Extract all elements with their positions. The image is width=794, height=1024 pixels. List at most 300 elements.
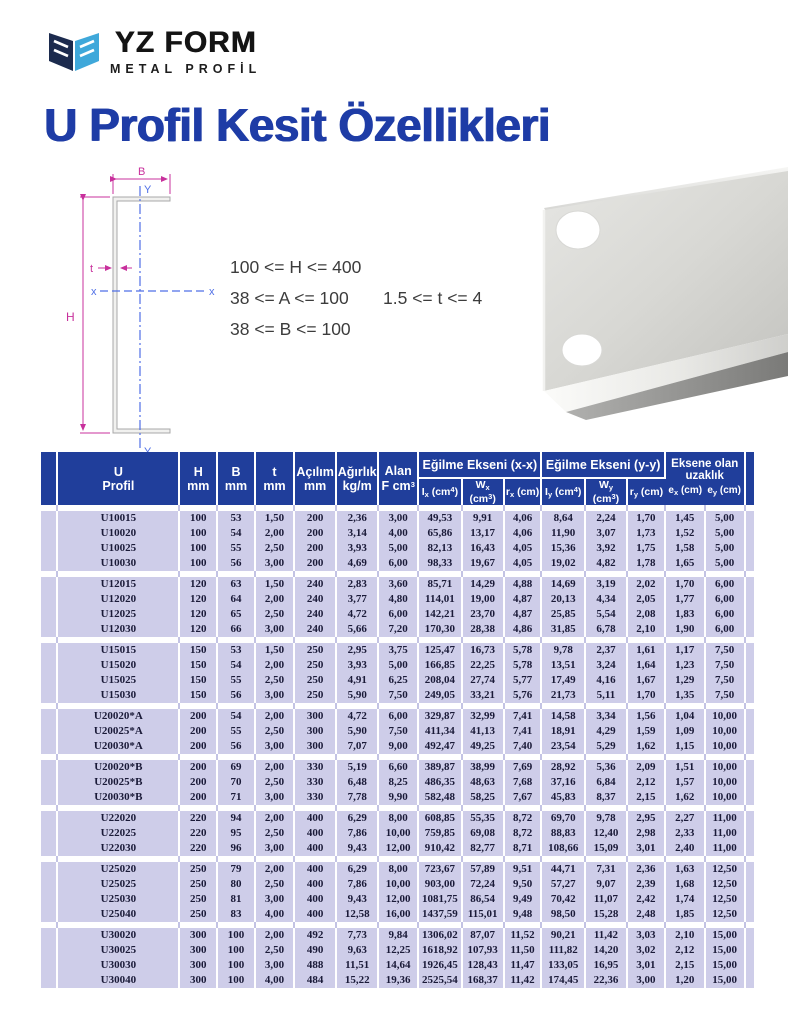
value-cell: 37,16 — [541, 775, 584, 790]
value-cell: 6,00 — [378, 556, 418, 571]
profile-cell: U20030*B — [57, 790, 179, 805]
value-cell: 5,00 — [378, 541, 418, 556]
value-cell: 12,25 — [378, 943, 418, 958]
profile-cell: U10015 — [57, 511, 179, 526]
value-cell: 2,95 — [336, 643, 378, 658]
value-cell: 142,21 — [418, 607, 461, 622]
value-cell: 5,19 — [336, 760, 378, 775]
value-cell: 150 — [179, 658, 217, 673]
value-cell: 2,95 — [627, 811, 665, 826]
table-row — [41, 892, 754, 907]
value-cell: 1,85 — [665, 907, 705, 922]
value-cell: 5,78 — [504, 658, 542, 673]
value-cell: 1,62 — [665, 790, 705, 805]
value-cell: 2,36 — [627, 862, 665, 877]
row-strip-left — [41, 826, 57, 841]
row-strip-right — [745, 673, 754, 688]
row-strip-right — [745, 688, 754, 703]
value-cell: 65,86 — [418, 526, 461, 541]
value-cell: 15,00 — [705, 928, 745, 943]
value-cell: 200 — [294, 556, 336, 571]
value-cell: 6,78 — [585, 622, 627, 637]
value-cell: 330 — [294, 790, 336, 805]
value-cell: 23,54 — [541, 739, 584, 754]
table-row — [41, 877, 754, 892]
value-cell: 1926,45 — [418, 958, 461, 973]
value-cell: 6,84 — [585, 775, 627, 790]
row-strip-left — [41, 811, 57, 826]
row-strip-right — [745, 892, 754, 907]
value-cell: 3,34 — [585, 709, 627, 724]
value-cell: 3,03 — [627, 928, 665, 943]
value-cell: 53 — [217, 643, 255, 658]
value-cell: 1,64 — [627, 658, 665, 673]
row-strip-left — [41, 658, 57, 673]
value-cell: 4,91 — [336, 673, 378, 688]
row-strip-right — [745, 760, 754, 775]
value-cell: 90,21 — [541, 928, 584, 943]
value-cell: 329,87 — [418, 709, 461, 724]
label-h: H — [66, 310, 75, 324]
value-cell: 486,35 — [418, 775, 461, 790]
company-logo — [46, 26, 261, 76]
table-row — [41, 811, 754, 826]
value-cell: 200 — [179, 790, 217, 805]
row-strip-right — [745, 973, 754, 988]
value-cell: 1,50 — [255, 577, 294, 592]
value-cell: 115,01 — [462, 907, 504, 922]
value-cell: 250 — [294, 688, 336, 703]
table-row — [41, 658, 754, 673]
value-cell: 9,50 — [504, 877, 542, 892]
profile-cell: U25020 — [57, 862, 179, 877]
profile-cell: U30025 — [57, 943, 179, 958]
value-cell: 2,00 — [255, 592, 294, 607]
value-cell: 20,13 — [541, 592, 584, 607]
label-y-top: Y — [144, 184, 152, 196]
value-cell: 5,11 — [585, 688, 627, 703]
value-cell: 15,28 — [585, 907, 627, 922]
row-strip-right — [745, 622, 754, 637]
value-cell: 8,00 — [378, 862, 418, 877]
col-header-distance: Eksene olan uzaklık $e_x$ (cm) $e_y$ (cm) — [665, 452, 745, 505]
value-cell: 100 — [217, 928, 255, 943]
profile-cell: U15030 — [57, 688, 179, 703]
value-cell: 7,67 — [504, 790, 542, 805]
value-cell: 220 — [179, 826, 217, 841]
row-strip-left — [41, 973, 57, 988]
col-header-b: B mm — [217, 452, 255, 505]
value-cell: 2,50 — [255, 724, 294, 739]
label-t: t — [90, 263, 94, 275]
col-header-t: t mm — [255, 452, 294, 505]
value-cell: 4,00 — [378, 526, 418, 541]
value-cell: 16,00 — [378, 907, 418, 922]
profile-cell: U12015 — [57, 577, 179, 592]
value-cell: 8,25 — [378, 775, 418, 790]
value-cell: 910,42 — [418, 841, 461, 856]
value-cell: 200 — [179, 775, 217, 790]
value-cell: 8,72 — [504, 811, 542, 826]
value-cell: 81 — [217, 892, 255, 907]
value-cell: 19,02 — [541, 556, 584, 571]
value-cell: 488 — [294, 958, 336, 973]
value-cell: 7,86 — [336, 826, 378, 841]
value-cell: 133,05 — [541, 958, 584, 973]
value-cell: 15,22 — [336, 973, 378, 988]
row-strip-left — [41, 622, 57, 637]
value-cell: 1,58 — [665, 541, 705, 556]
sub-col-header-ix: $I_x$ $(cm^4)$ — [418, 478, 461, 505]
value-cell: 64 — [217, 592, 255, 607]
value-cell: 11,00 — [705, 811, 745, 826]
row-strip-right — [745, 790, 754, 805]
value-cell: 582,48 — [418, 790, 461, 805]
table-row — [41, 592, 754, 607]
row-strip-right — [745, 724, 754, 739]
value-cell: 7,50 — [705, 688, 745, 703]
table-row — [41, 943, 754, 958]
value-cell: 250 — [294, 673, 336, 688]
value-cell: 330 — [294, 760, 336, 775]
value-cell: 15,36 — [541, 541, 584, 556]
value-cell: 3,75 — [378, 643, 418, 658]
profile-cell: U15025 — [57, 673, 179, 688]
value-cell: 1,70 — [627, 688, 665, 703]
value-cell: 54 — [217, 658, 255, 673]
value-cell: 4,86 — [504, 622, 542, 637]
profile-cell: U22025 — [57, 826, 179, 841]
value-cell: 492 — [294, 928, 336, 943]
value-cell: 4,34 — [585, 592, 627, 607]
value-cell: 2,00 — [255, 526, 294, 541]
value-cell: 1,59 — [627, 724, 665, 739]
value-cell: 8,00 — [378, 811, 418, 826]
row-strip-right — [745, 958, 754, 973]
row-strip-right — [745, 658, 754, 673]
row-strip-right — [745, 862, 754, 877]
value-cell: 250 — [179, 892, 217, 907]
label-ey: $e_y$ (cm) — [707, 485, 741, 497]
value-cell: 54 — [217, 526, 255, 541]
value-cell: 4,29 — [585, 724, 627, 739]
value-cell: 7,78 — [336, 790, 378, 805]
value-cell: 7,41 — [504, 709, 542, 724]
value-cell: 300 — [179, 973, 217, 988]
value-cell: 250 — [294, 658, 336, 673]
value-cell: 5,76 — [504, 688, 542, 703]
value-cell: 220 — [179, 841, 217, 856]
value-cell: 6,00 — [705, 622, 745, 637]
table-row — [41, 622, 754, 637]
row-strip-left — [41, 709, 57, 724]
value-cell: 55 — [217, 724, 255, 739]
row-strip-right — [745, 907, 754, 922]
value-cell: 82,77 — [462, 841, 504, 856]
value-cell: 19,36 — [378, 973, 418, 988]
value-cell: 150 — [179, 688, 217, 703]
value-cell: 6,48 — [336, 775, 378, 790]
value-cell: 2,00 — [255, 709, 294, 724]
row-strip-left — [41, 511, 57, 526]
value-cell: 300 — [179, 958, 217, 973]
value-cell: 15,00 — [705, 958, 745, 973]
value-cell: 100 — [217, 943, 255, 958]
value-cell: 1,50 — [255, 643, 294, 658]
value-cell: 200 — [294, 511, 336, 526]
value-cell: 15,09 — [585, 841, 627, 856]
value-cell: 12,58 — [336, 907, 378, 922]
value-cell: 2,42 — [627, 892, 665, 907]
value-cell: 6,29 — [336, 811, 378, 826]
value-cell: 400 — [294, 877, 336, 892]
value-cell: 1437,59 — [418, 907, 461, 922]
value-cell: 27,74 — [462, 673, 504, 688]
value-cell: 107,93 — [462, 943, 504, 958]
value-cell: 22,36 — [585, 973, 627, 988]
value-cell: 69 — [217, 760, 255, 775]
value-cell: 5,77 — [504, 673, 542, 688]
value-cell: 150 — [179, 643, 217, 658]
value-cell: 2,98 — [627, 826, 665, 841]
row-strip-right — [745, 709, 754, 724]
value-cell: 11,00 — [705, 826, 745, 841]
value-cell: 11,52 — [504, 928, 542, 943]
label-x-left: x — [91, 286, 97, 298]
table-row — [41, 739, 754, 754]
value-cell: 1,70 — [665, 577, 705, 592]
value-cell: 22,25 — [462, 658, 504, 673]
logo-name: YZ FORM — [114, 26, 257, 59]
value-cell: 1,75 — [627, 541, 665, 556]
value-cell: 4,88 — [504, 577, 542, 592]
row-strip-right — [745, 577, 754, 592]
value-cell: 250 — [294, 643, 336, 658]
value-cell: 300 — [294, 724, 336, 739]
value-cell: 55 — [217, 541, 255, 556]
header-strip-right — [745, 452, 754, 505]
sub-col-header-iy: $I_y$ $(cm^4)$ — [541, 478, 584, 505]
value-cell: 2,50 — [255, 673, 294, 688]
table-row — [41, 775, 754, 790]
value-cell: 3,24 — [585, 658, 627, 673]
value-cell: 9,51 — [504, 862, 542, 877]
row-strip-right — [745, 526, 754, 541]
row-strip-left — [41, 541, 57, 556]
value-cell: 1,65 — [665, 556, 705, 571]
value-cell: 1,23 — [665, 658, 705, 673]
value-cell: 82,13 — [418, 541, 461, 556]
value-cell: 18,91 — [541, 724, 584, 739]
value-cell: 14,64 — [378, 958, 418, 973]
value-cell: 249,05 — [418, 688, 461, 703]
value-cell: 12,50 — [705, 877, 745, 892]
profile-cell: U12025 — [57, 607, 179, 622]
value-cell: 120 — [179, 622, 217, 637]
value-cell: 7,50 — [705, 643, 745, 658]
value-cell: 11,42 — [585, 928, 627, 943]
value-cell: 56 — [217, 688, 255, 703]
value-cell: 8,72 — [504, 826, 542, 841]
profile-cell: U30020 — [57, 928, 179, 943]
value-cell: 2,00 — [255, 658, 294, 673]
value-cell: 49,25 — [462, 739, 504, 754]
value-cell: 9,43 — [336, 892, 378, 907]
value-cell: 11,51 — [336, 958, 378, 973]
value-cell: 9,63 — [336, 943, 378, 958]
col-header-alan: Alan F $cm^3$ — [378, 452, 418, 505]
profile-hole-top — [556, 211, 600, 249]
col-header-u-profil: U Profil — [57, 452, 179, 505]
value-cell: 28,92 — [541, 760, 584, 775]
value-cell: 4,82 — [585, 556, 627, 571]
value-cell: 19,67 — [462, 556, 504, 571]
value-cell: 2,37 — [585, 643, 627, 658]
value-cell: 125,47 — [418, 643, 461, 658]
value-cell: 7,50 — [378, 688, 418, 703]
table-row — [41, 688, 754, 703]
value-cell: 9,07 — [585, 877, 627, 892]
col-header-acilim: Açılım mm — [294, 452, 336, 505]
label-x-right: x — [209, 286, 215, 298]
constraint-h: 100 <= H <= 400 — [230, 257, 362, 277]
value-cell: 1,51 — [665, 760, 705, 775]
sub-col-header-rx: $r_x$ (cm) — [504, 478, 542, 505]
value-cell: 23,70 — [462, 607, 504, 622]
logo-subtitle: METAL PROFİL — [110, 62, 262, 76]
profile-cell: U15015 — [57, 643, 179, 658]
value-cell: 240 — [294, 592, 336, 607]
value-cell: 2,50 — [255, 541, 294, 556]
value-cell: 120 — [179, 607, 217, 622]
value-cell: 2,50 — [255, 826, 294, 841]
value-cell: 3,07 — [585, 526, 627, 541]
value-cell: 5,36 — [585, 760, 627, 775]
value-cell: 200 — [179, 724, 217, 739]
value-cell: 7,41 — [504, 724, 542, 739]
value-cell: 69,08 — [462, 826, 504, 841]
row-strip-left — [41, 862, 57, 877]
value-cell: 55 — [217, 673, 255, 688]
value-cell: 28,38 — [462, 622, 504, 637]
value-cell: 10,00 — [378, 826, 418, 841]
value-cell: 2525,54 — [418, 973, 461, 988]
row-strip-right — [745, 607, 754, 622]
value-cell: 94 — [217, 811, 255, 826]
value-cell: 2,00 — [255, 760, 294, 775]
row-strip-right — [745, 592, 754, 607]
row-strip-right — [745, 877, 754, 892]
value-cell: 12,00 — [378, 892, 418, 907]
row-strip-left — [41, 877, 57, 892]
value-cell: 14,69 — [541, 577, 584, 592]
value-cell: 2,15 — [665, 958, 705, 973]
profile-cell: U25040 — [57, 907, 179, 922]
value-cell: 492,47 — [418, 739, 461, 754]
row-strip-left — [41, 673, 57, 688]
value-cell: 55,35 — [462, 811, 504, 826]
row-strip-left — [41, 907, 57, 922]
value-cell: 10,00 — [378, 877, 418, 892]
value-cell: 1306,02 — [418, 928, 461, 943]
page-title: U Profil Kesit Özellikleri — [44, 99, 550, 151]
value-cell: 208,04 — [418, 673, 461, 688]
table-row — [41, 841, 754, 856]
value-cell: 7,40 — [504, 739, 542, 754]
value-cell: 3,00 — [255, 790, 294, 805]
value-cell: 3,00 — [255, 958, 294, 973]
value-cell: 58,25 — [462, 790, 504, 805]
value-cell: 1,61 — [627, 643, 665, 658]
row-strip-left — [41, 943, 57, 958]
value-cell: 11,50 — [504, 943, 542, 958]
header-strip-left — [41, 452, 57, 505]
value-cell: 8,64 — [541, 511, 584, 526]
value-cell: 200 — [179, 739, 217, 754]
label-b: B — [138, 166, 146, 178]
row-strip-right — [745, 556, 754, 571]
value-cell: 3,00 — [378, 511, 418, 526]
value-cell: 111,82 — [541, 943, 584, 958]
value-cell: 200 — [294, 526, 336, 541]
value-cell: 5,66 — [336, 622, 378, 637]
row-strip-left — [41, 958, 57, 973]
value-cell: 11,42 — [504, 973, 542, 988]
value-cell: 411,34 — [418, 724, 461, 739]
u-profile-photo — [490, 164, 790, 422]
value-cell: 79 — [217, 862, 255, 877]
row-strip-left — [41, 790, 57, 805]
value-cell: 16,95 — [585, 958, 627, 973]
value-cell: 300 — [294, 709, 336, 724]
value-cell: 5,00 — [378, 658, 418, 673]
profile-cell: U20025*B — [57, 775, 179, 790]
value-cell: 5,00 — [705, 511, 745, 526]
value-cell: 5,90 — [336, 724, 378, 739]
value-cell: 200 — [294, 541, 336, 556]
value-cell: 3,93 — [336, 658, 378, 673]
value-cell: 9,00 — [378, 739, 418, 754]
value-cell: 9,43 — [336, 841, 378, 856]
value-cell: 1,83 — [665, 607, 705, 622]
row-strip-right — [745, 826, 754, 841]
value-cell: 100 — [217, 958, 255, 973]
value-cell: 49,53 — [418, 511, 461, 526]
value-cell: 5,00 — [705, 526, 745, 541]
row-strip-right — [745, 928, 754, 943]
profile-cell: U20020*B — [57, 760, 179, 775]
value-cell: 19,00 — [462, 592, 504, 607]
table-row — [41, 577, 754, 592]
value-cell: 11,00 — [705, 841, 745, 856]
value-cell: 100 — [179, 526, 217, 541]
value-cell: 5,00 — [705, 556, 745, 571]
value-cell: 903,00 — [418, 877, 461, 892]
table-row — [41, 973, 754, 988]
table-row — [41, 673, 754, 688]
value-cell: 220 — [179, 811, 217, 826]
value-cell: 200 — [179, 709, 217, 724]
row-strip-left — [41, 724, 57, 739]
value-cell: 6,00 — [705, 592, 745, 607]
value-cell: 3,14 — [336, 526, 378, 541]
row-strip-right — [745, 739, 754, 754]
value-cell: 2,10 — [665, 928, 705, 943]
value-cell: 4,87 — [504, 592, 542, 607]
value-cell: 2,36 — [336, 511, 378, 526]
value-cell: 31,85 — [541, 622, 584, 637]
value-cell: 15,00 — [705, 973, 745, 988]
